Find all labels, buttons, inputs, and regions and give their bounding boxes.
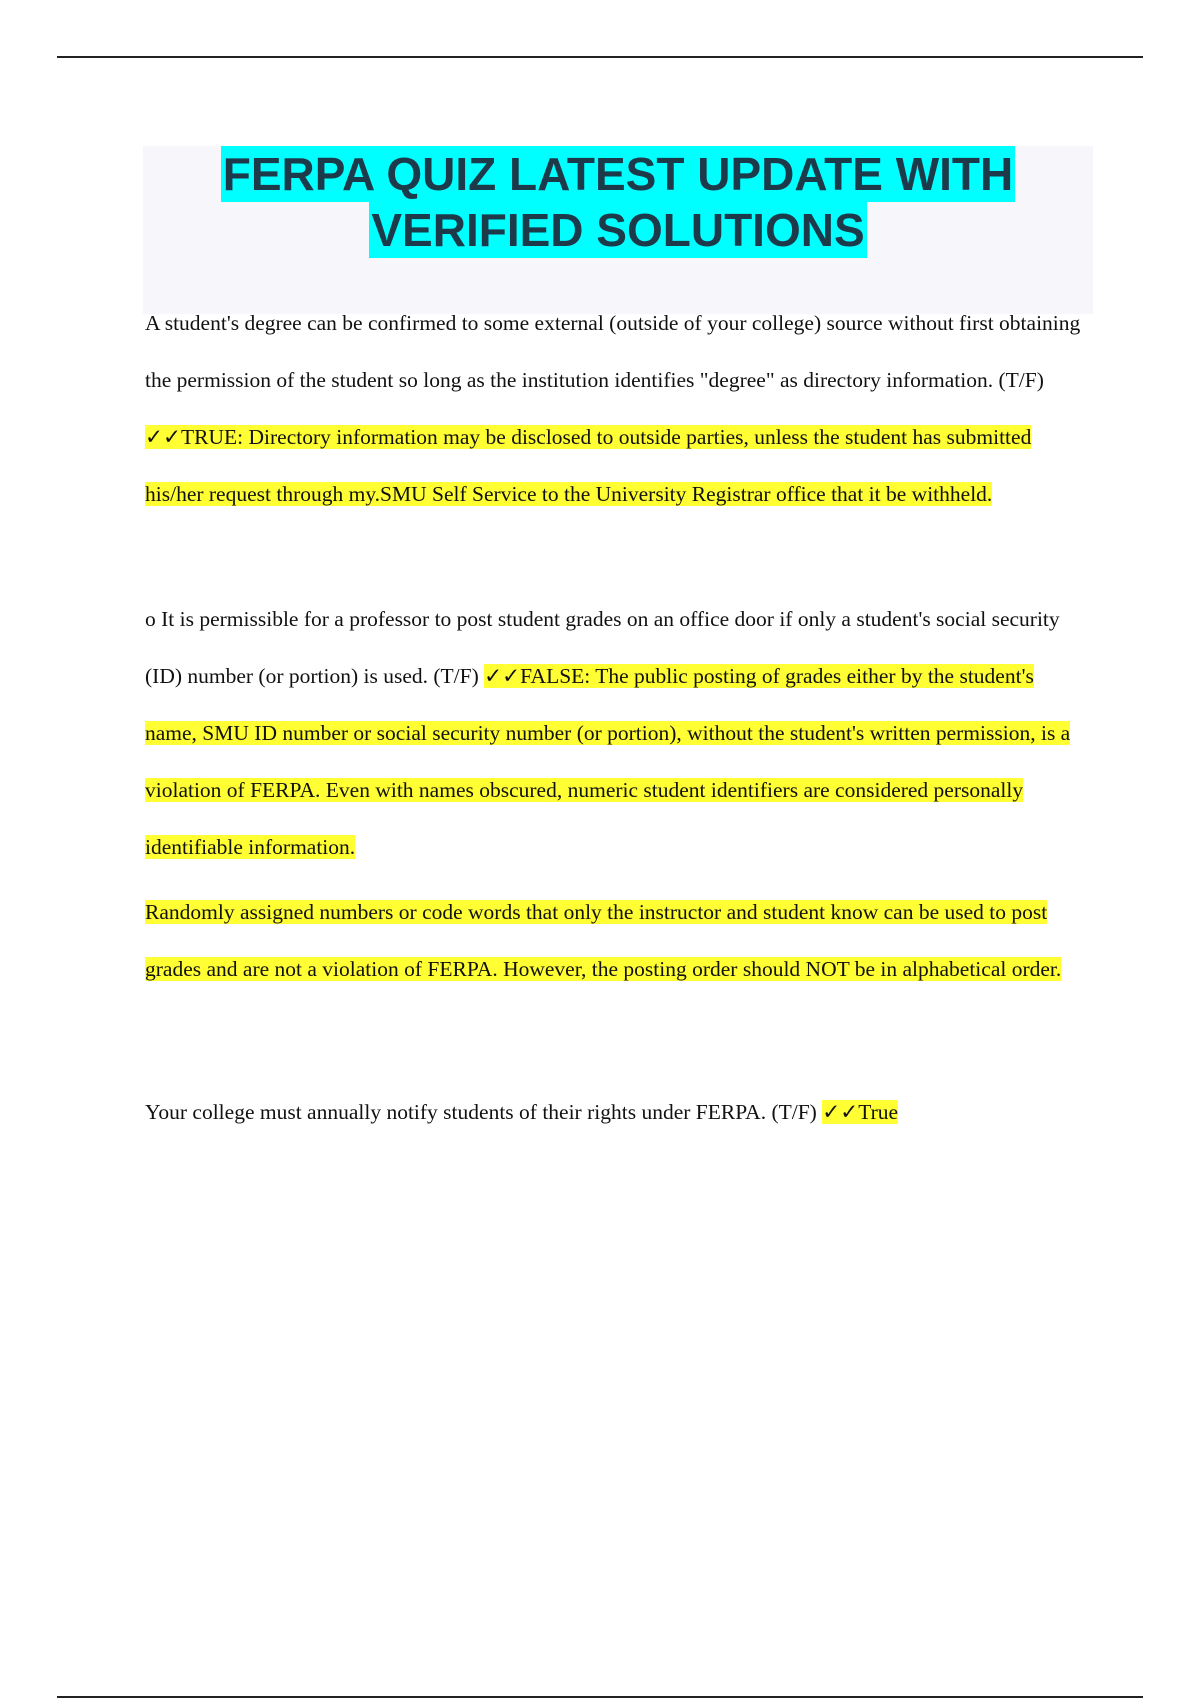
question-1-text: A student's degree can be confirmed to some external (outside of your college) source without first obtaining the permission of the student so long as the institution identifies "degree" as directory information. (T/F): [145, 311, 1081, 392]
question-3: [145, 1084, 1085, 1141]
title-line-1: FERPA QUIZ LATEST UPDATE WITH: [222, 148, 1014, 200]
quiz-content: [145, 295, 1085, 1141]
title-line-2: VERIFIED SOLUTIONS: [371, 204, 865, 256]
title-block: [143, 146, 1093, 314]
question-2-text: o It is permissible for a professor to post student grades on an office door if only a student's social security (ID) number (or portion) is used. (T/F): [145, 607, 1060, 688]
document-title: [143, 146, 1093, 258]
question-3-answer: ✓✓True: [822, 1100, 899, 1124]
question-2-answer-continued: [145, 884, 1085, 998]
question-1: [145, 295, 1085, 523]
bottom-rule: [57, 1696, 1143, 1698]
question-1-answer: ✓✓TRUE: Directory information may be disclosed to outside parties, unless the student has submitted his/her request through my.SMU Self Service to the University Registrar office that it be withheld.: [145, 425, 1032, 506]
question-2-answer-continued-text: Randomly assigned numbers or code words that only the instructor and student know can be used to post grades and are not a violation of FERPA. However, the posting order should NOT be in alphabetical order.: [145, 900, 1062, 981]
question-3-text: Your college must annually notify students of their rights under FERPA. (T/F): [145, 1100, 823, 1124]
question-2: [145, 591, 1085, 876]
top-rule: [57, 56, 1143, 58]
question-2-answer: ✓✓FALSE: The public posting of grades either by the student's name, SMU ID number or social security number (or portion), without the student's written permission, is a violation of FERPA. Even with names obscured, numeric student identifiers are considered personally identifiable information.: [145, 664, 1071, 859]
